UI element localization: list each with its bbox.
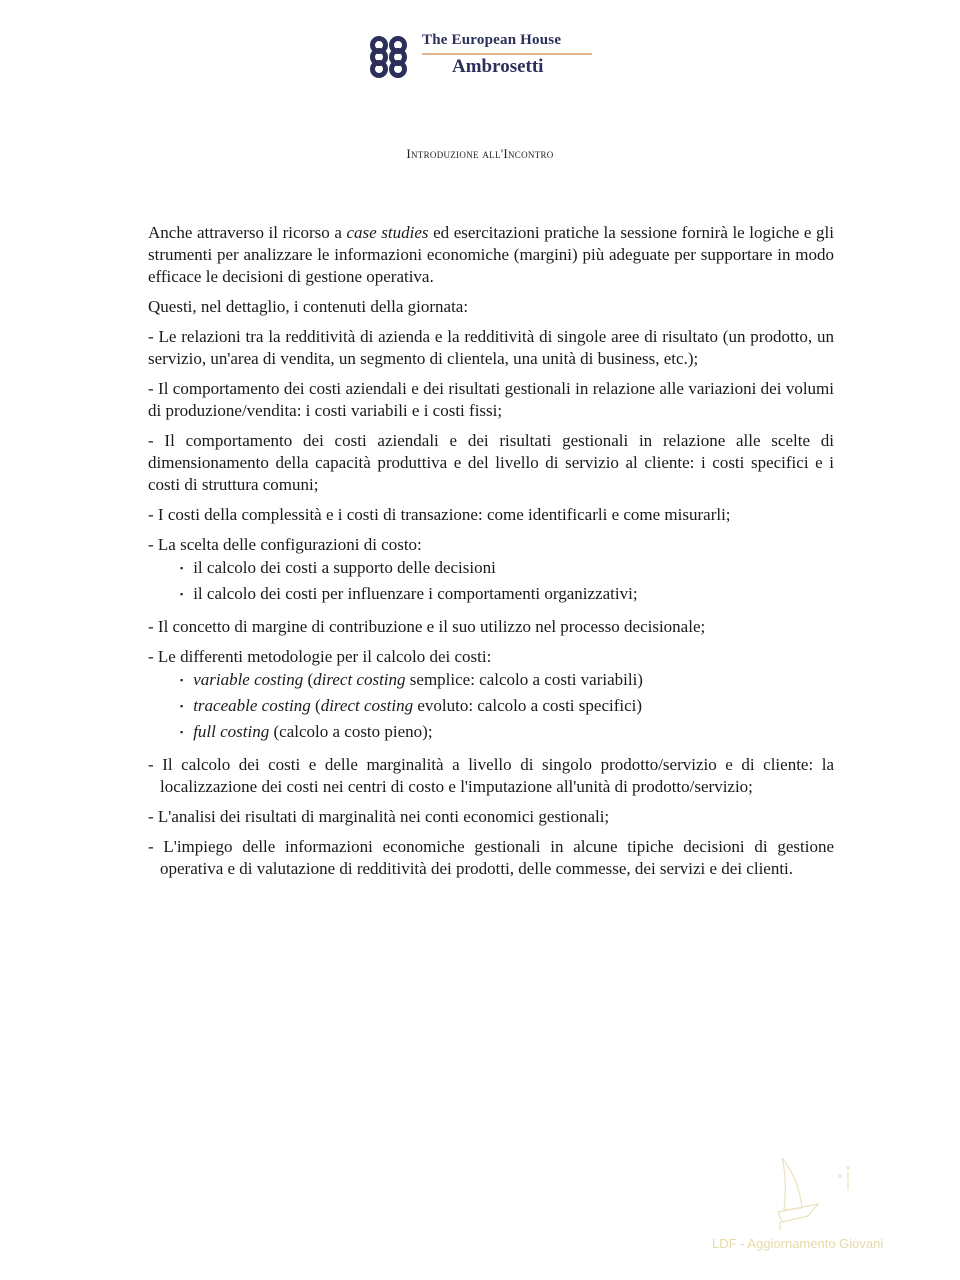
method-name: variable costing — [193, 670, 304, 689]
list-item: - I costi della complessità e i costi di transazione: come identificarli e come misurarli; — [148, 505, 731, 524]
method-text: ( — [303, 670, 314, 689]
company-logo — [368, 32, 598, 82]
logo-line1: The European House — [422, 32, 562, 48]
sub-list-item — [180, 694, 834, 720]
logo-line2: Ambrosetti — [452, 56, 544, 77]
method-name: full costing — [193, 722, 270, 741]
methods-heading: - Le differenti metodologie per il calcolo dei costi: — [148, 647, 492, 666]
methods-sublist — [148, 668, 834, 746]
list-item: - Il comportamento dei costi aziendali e dei risultati gestionali in relazione alle scelte di dimensionamento della capacità produttiva e del livello di servizio al cliente: i costi specifici e i costi di struttura comuni; — [148, 431, 834, 494]
intro-paragraph — [148, 222, 834, 288]
method-name: traceable costing — [193, 696, 311, 715]
list-item: - Il comportamento dei costi aziendali e dei risultati gestionali in relazione alle variazioni dei volumi di produzione/vendita: i costi variabili e i costi fissi; — [148, 379, 834, 420]
document-body — [148, 222, 834, 888]
page-title: Introduzione all'Incontro — [406, 146, 554, 161]
logo-mark-icon — [368, 36, 414, 78]
config-sublist — [148, 556, 834, 608]
method-text: ( — [310, 696, 321, 715]
logo-divider — [422, 53, 592, 55]
watermark — [712, 1150, 912, 1260]
config-heading: - La scelta delle configurazioni di costo: — [148, 535, 422, 554]
intro-text-1: Anche attraverso il ricorso a — [148, 223, 347, 242]
list-item: - Il calcolo dei costi e delle marginalità a livello di singolo prodotto/servizio e di cliente: la localizzazione dei costi nei centri di costo e l'imputazione all'unità di prodotto/servizio; — [148, 755, 834, 796]
sailboat-icon — [752, 1150, 872, 1234]
sub-list-item: ▪ il calcolo dei costi per influenzare i comportamenti organizzativi; — [180, 582, 834, 608]
list-item: - Le relazioni tra la redditività di azienda e la redditività di singole aree di risultato (un prodotto, un servizio, un'area di vendita, un segmento di clientela, una unità di business, etc.); — [148, 327, 834, 368]
intro-italic: case studies — [346, 223, 429, 242]
list-item: - L'impiego delle informazioni economiche gestionali in alcune tipiche decisioni di gestione operativa e di valutazione di redditività dei prodotti, delle commesse, dei servizi e dei clienti. — [148, 837, 834, 878]
methods-section — [148, 646, 834, 746]
sub-list-item — [180, 720, 834, 746]
list-item: - Il concetto di margine di contribuzione e il suo utilizzo nel processo decisionale; — [148, 617, 706, 636]
method-text: (calcolo a costo pieno); — [269, 722, 433, 741]
sub-list-item: ▪ il calcolo dei costi a supporto delle decisioni — [180, 556, 834, 582]
method-italic: direct costing — [320, 696, 414, 715]
sub-list-item — [180, 668, 834, 694]
lead-paragraph: Questi, nel dettaglio, i contenuti della giornata: — [148, 297, 469, 316]
method-italic: direct costing — [313, 670, 406, 689]
intro-text-2: ed esercitazioni pratiche la sessione fornirà le logiche e gli strumenti per analizzare le informazioni economiche (margini) più adeguate per supportare in modo efficace le decisioni di gestione operativa. — [148, 223, 834, 286]
watermark-text: LDF - Aggiornamento Giovani — [712, 1236, 884, 1251]
config-section — [148, 534, 834, 608]
list-item: - L'analisi dei risultati di marginalità nei conti economici gestionali; — [148, 807, 610, 826]
method-text: evoluto: calcolo a costi specifici) — [413, 696, 643, 715]
method-text: semplice: calcolo a costi variabili) — [405, 670, 643, 689]
